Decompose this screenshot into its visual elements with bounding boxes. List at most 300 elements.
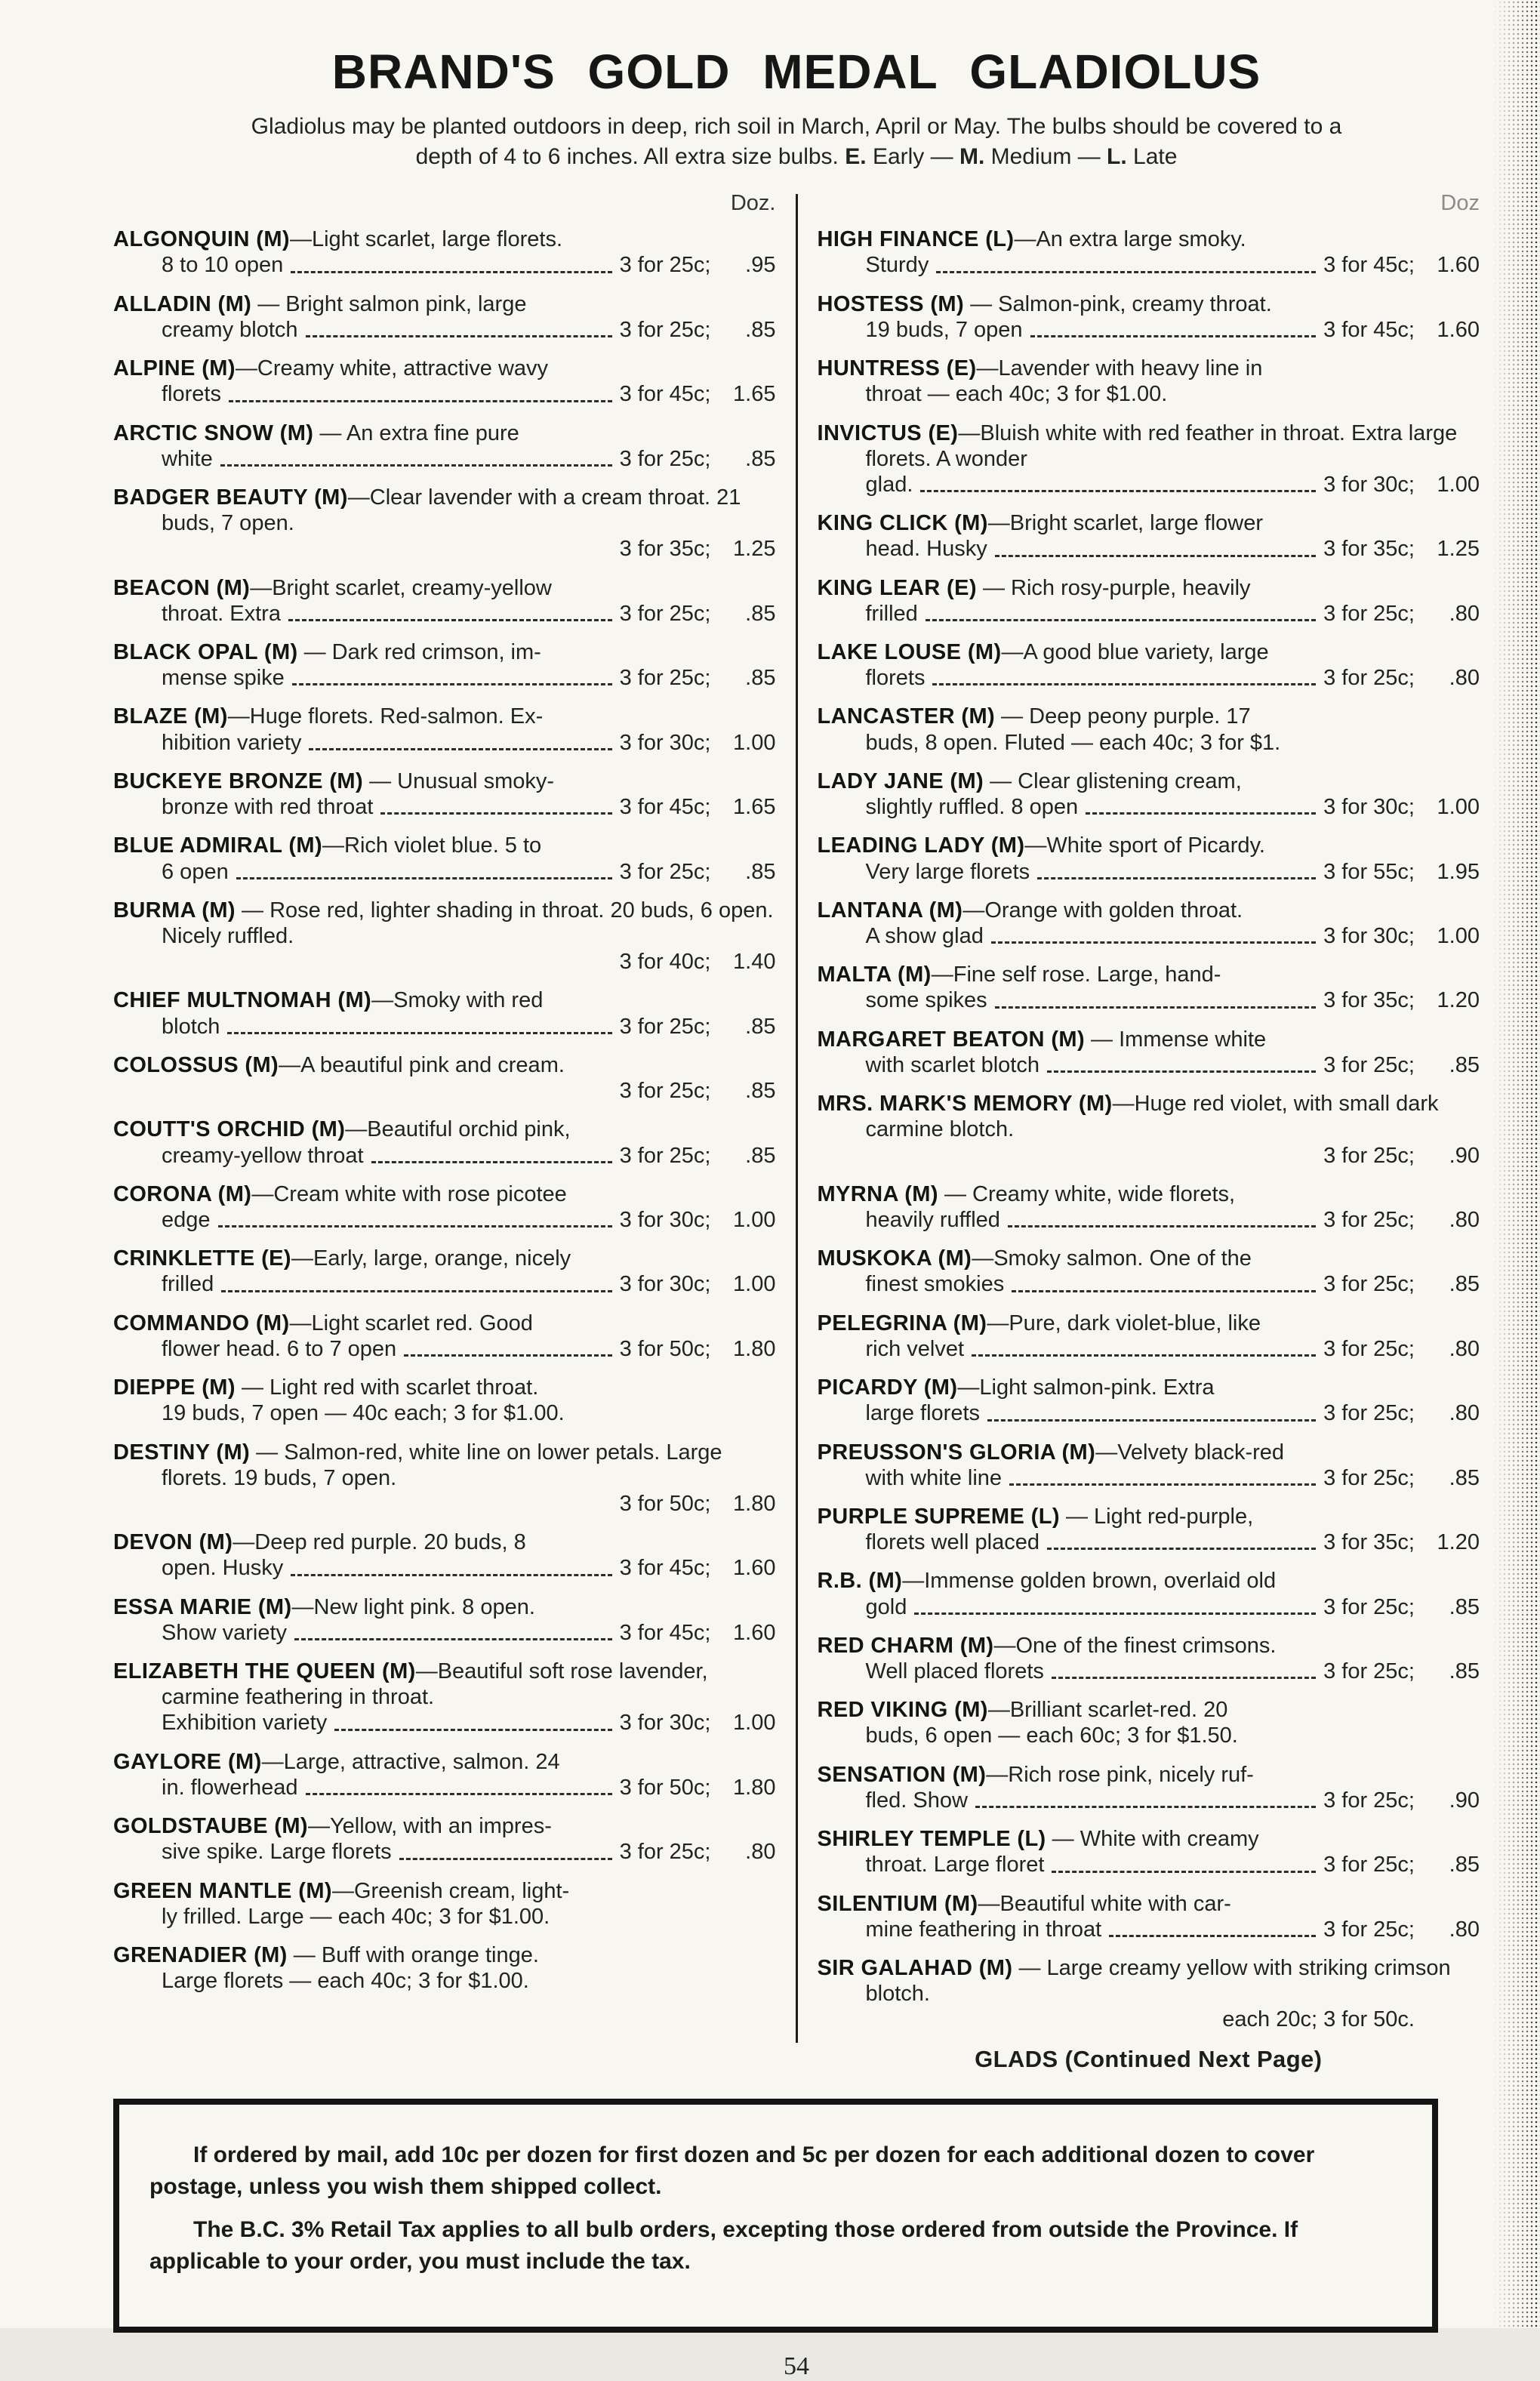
dozen-price: .85: [745, 1143, 776, 1168]
unit-price: 3 for 25c;: [1323, 1336, 1415, 1361]
price-line: [818, 1052, 1480, 1078]
catalog-entry: [113, 291, 776, 343]
catalog-entry: [818, 962, 1480, 1013]
entry-description: [818, 1826, 1480, 1852]
variety-desc: —Deep red purple. 20 buds, 8: [233, 1530, 526, 1555]
catalog-entry: [818, 1246, 1480, 1297]
catalog-entry: [818, 1091, 1480, 1169]
variety-desc: — Buff with orange tinge.: [287, 1943, 539, 1967]
entry-description: [818, 639, 1480, 665]
variety-name: INVICTUS (E): [817, 420, 959, 445]
variety-name: CORONA (M): [113, 1181, 252, 1206]
catalog-entry: [818, 1568, 1480, 1619]
dotted-leader: [972, 1336, 1316, 1362]
dozen-price: .90: [1449, 1788, 1480, 1813]
catalog-entry: [818, 1762, 1480, 1813]
dotted-leader: [371, 1143, 612, 1169]
dozen-price: 1.60: [733, 1556, 776, 1581]
entry-description: [818, 769, 1480, 794]
price-line: [113, 949, 776, 975]
catalog-entry: [818, 704, 1480, 755]
variety-desc: —Brilliant scarlet-red. 20: [987, 1698, 1228, 1723]
dotted-leader: [995, 987, 1316, 1013]
variety-name: BADGER BEAUTY (M): [113, 485, 348, 510]
price-line-text: florets: [865, 666, 926, 691]
entry-description: [113, 1052, 776, 1078]
price-line: [113, 1839, 776, 1865]
dozen-price: .85: [745, 666, 776, 691]
dozen-price: .85: [1449, 1659, 1480, 1684]
variety-name: PELEGRINA (M): [817, 1311, 987, 1335]
unit-price: 3 for 45c;: [1323, 253, 1415, 278]
unit-price: 3 for 25c;: [619, 859, 711, 884]
variety-desc: — Rose red, lighter shading in throat. 20 buds, 6 open. Nicely ruffled.: [162, 898, 774, 948]
entry-description: [818, 833, 1480, 858]
dozen-price: 1.60: [1437, 317, 1480, 342]
legend-abbr: M.: [959, 143, 985, 169]
price-line: [818, 381, 1480, 407]
dotted-leader: [1008, 1207, 1316, 1233]
variety-desc: —Beautiful orchid pink,: [345, 1117, 571, 1142]
catalog-entry: [818, 1891, 1480, 1942]
entry-description: [113, 704, 776, 729]
unit-price: 3 for 25c;: [1323, 1659, 1415, 1684]
variety-desc: —Large, attractive, salmon. 24: [261, 1749, 560, 1774]
unit-price: 3 for 25c;: [619, 446, 711, 471]
left-column: [113, 191, 776, 2072]
dotted-leader: [936, 252, 1316, 278]
dotted-leader: [1047, 1529, 1316, 1555]
price-line-text: in. flowerhead: [162, 1775, 298, 1800]
dozen-price: 1.80: [733, 1336, 776, 1361]
unit-price: 3 for 25c;: [619, 1143, 711, 1168]
price-line: [113, 730, 776, 756]
variety-desc: —Light salmon-pink. Extra: [957, 1375, 1215, 1400]
variety-name: BEACON (M): [113, 575, 251, 600]
catalog-entry: [818, 1633, 1480, 1684]
column-divider: [796, 194, 798, 2042]
dotted-leader: [221, 1271, 611, 1297]
variety-name: CRINKLETTE (E): [113, 1246, 291, 1271]
dozen-price: 1.20: [1437, 1530, 1480, 1555]
entry-description: [113, 769, 776, 794]
entry-description: [818, 356, 1480, 381]
dozen-price: 1.25: [733, 537, 776, 562]
catalog-entry: [818, 291, 1480, 343]
catalog-entry: [113, 639, 776, 691]
price-line: [113, 1968, 776, 1994]
entry-description: [818, 226, 1480, 252]
price-line: [818, 794, 1480, 820]
variety-name: PREUSSON'S GLORIA (M): [817, 1440, 1096, 1465]
unit-price: 3 for 35c;: [1323, 1530, 1415, 1555]
price-line-text: florets: [162, 382, 221, 407]
price-line-text: throat — each 40c; 3 for $1.00.: [865, 382, 1168, 407]
price-line-text: throat. Large floret: [865, 1853, 1045, 1877]
variety-desc: —Rich violet blue. 5 to: [322, 833, 542, 858]
dotted-leader: [291, 252, 611, 278]
price-line: [113, 1775, 776, 1800]
variety-desc: —Velvety black-red: [1095, 1440, 1285, 1465]
unit-price: 3 for 30c;: [619, 1711, 711, 1736]
continued-next-page-note: GLADS (Continued Next Page): [975, 2045, 1323, 2072]
price-line-text: buds, 8 open. Fluted — each 40c; 3 for $1.: [865, 730, 1281, 755]
price-line: [113, 1620, 776, 1646]
dozen-price: 1.60: [733, 1620, 776, 1645]
variety-name: HUNTRESS (E): [817, 356, 977, 381]
variety-desc: — Large creamy yellow with striking crimson blotch.: [865, 1956, 1451, 2007]
dozen-price: 1.00: [733, 730, 776, 755]
price-line-text: some spikes: [865, 988, 987, 1013]
price-line-text: edge: [162, 1207, 211, 1232]
dotted-leader: [995, 536, 1316, 562]
catalog-columns: [113, 191, 1480, 2072]
entry-description: [113, 1440, 776, 1491]
variety-desc: —Rich rose pink, nicely ruf-: [986, 1762, 1254, 1787]
catalog-entry: [113, 485, 776, 562]
price-line-text: Very large florets: [865, 859, 1030, 884]
variety-desc: —One of the finest crimsons.: [993, 1633, 1277, 1658]
variety-desc: —Light scarlet red. Good: [289, 1311, 533, 1335]
variety-desc: —Pure, dark violet-blue, like: [987, 1311, 1261, 1335]
legend-abbr: L.: [1107, 143, 1127, 169]
variety-desc: — White with creamy: [1046, 1827, 1259, 1852]
variety-name: ALGONQUIN (M): [113, 227, 290, 252]
price-line: [113, 381, 776, 407]
entry-description: [818, 898, 1480, 923]
price-line: [818, 472, 1480, 497]
entry-description: [113, 1181, 776, 1207]
dozen-price: .85: [1449, 1594, 1480, 1619]
price-line: [818, 1788, 1480, 1813]
price-line-text: throat. Extra: [162, 601, 281, 626]
price-line: [818, 1207, 1480, 1233]
price-line: [113, 1336, 776, 1362]
catalog-entry: [818, 420, 1480, 498]
unit-price: 3 for 30c;: [619, 730, 711, 755]
variety-name: MUSKOKA (M): [817, 1246, 972, 1271]
variety-name: KING LEAR (E): [817, 575, 977, 600]
catalog-entry: [818, 1311, 1480, 1362]
catalog-entry: [818, 1181, 1480, 1233]
variety-desc: —Orange with golden throat.: [962, 898, 1243, 923]
unit-price: 3 for 45c;: [619, 1556, 711, 1581]
entry-description: [818, 1181, 1480, 1207]
price-line-text: white: [162, 446, 213, 471]
catalog-entry: [113, 1181, 776, 1233]
variety-name: LEADING LADY (M): [817, 833, 1025, 858]
legend-abbr: E.: [845, 143, 867, 169]
dozen-price: 1.00: [1437, 795, 1480, 820]
catalog-entry: [113, 1878, 776, 1930]
dotted-leader: [291, 1555, 611, 1581]
price-line-text: gold: [865, 1594, 907, 1619]
catalog-entry: [113, 356, 776, 407]
entry-description: [818, 420, 1480, 472]
price-line: [818, 987, 1480, 1013]
variety-desc: — Light red with scarlet throat.: [235, 1375, 539, 1400]
season-legend: E. Early — M. Medium — L. Late: [845, 143, 1178, 169]
variety-desc: —Beautiful white with car-: [978, 1891, 1231, 1916]
variety-desc: —Immense golden brown, overlaid old: [902, 1569, 1277, 1594]
dotted-leader: [1052, 1659, 1316, 1684]
unit-price: 3 for 25c;: [1323, 1465, 1415, 1490]
price-line-text: large florets: [865, 1401, 981, 1426]
variety-desc: —Early, large, orange, nicely: [291, 1246, 571, 1271]
catalog-entry: [818, 833, 1480, 884]
dotted-leader: [309, 730, 611, 756]
catalog-entry: [113, 1246, 776, 1297]
catalog-entry: [818, 898, 1480, 949]
unit-price: 3 for 25c;: [1323, 601, 1415, 626]
dotted-leader: [1109, 1917, 1316, 1942]
dozen-price: 1.00: [733, 1272, 776, 1297]
catalog-entry: [113, 420, 776, 472]
catalog-entry: [113, 1942, 776, 1994]
price-line-text: with scarlet blotch: [865, 1052, 1040, 1077]
variety-name: HOSTESS (M): [817, 291, 965, 316]
entry-description: [113, 1246, 776, 1271]
entry-description: [818, 1955, 1480, 2007]
right-column: [818, 191, 1480, 2072]
unit-price: 3 for 25c;: [1323, 1853, 1415, 1877]
variety-name: CHIEF MULTNOMAH (M): [113, 988, 372, 1013]
catalog-entry: [113, 769, 776, 820]
dotted-leader: [380, 794, 611, 820]
variety-desc: — Creamy white, wide florets,: [938, 1181, 1236, 1206]
dotted-leader: [914, 1594, 1316, 1620]
unit-price: 3 for 25c;: [1323, 1143, 1415, 1168]
price-line: [113, 1014, 776, 1040]
entry-description: [113, 1878, 776, 1904]
variety-name: ALPINE (M): [113, 356, 236, 381]
entry-description: [818, 1027, 1480, 1052]
dozen-price: 1.60: [1437, 253, 1480, 278]
price-line: [818, 665, 1480, 691]
price-line-text: frilled: [162, 1272, 214, 1297]
catalog-entry: [113, 833, 776, 884]
variety-name: GAYLORE (M): [113, 1749, 262, 1774]
entry-description: [818, 1633, 1480, 1659]
notice-box: [113, 2099, 1438, 2333]
intro-text: [113, 112, 1480, 171]
dotted-leader: [399, 1839, 612, 1865]
dotted-leader: [220, 446, 612, 472]
catalog-entry: [113, 704, 776, 755]
price-line: [818, 1723, 1480, 1748]
variety-name: COLOSSUS (M): [113, 1052, 279, 1077]
catalog-entry: [113, 226, 776, 278]
catalog-entry: [113, 1375, 776, 1426]
price-line: [113, 1143, 776, 1169]
unit-price: 3 for 45c;: [1323, 317, 1415, 342]
dotted-leader: [975, 1788, 1316, 1813]
variety-name: ALLADIN (M): [113, 291, 252, 316]
dotted-leader: [218, 1207, 612, 1233]
variety-name: ARCTIC SNOW (M): [113, 420, 314, 445]
unit-price: 3 for 25c;: [619, 1840, 711, 1865]
page-title: BRAND'S GOLD MEDAL GLADIOLUS: [331, 45, 1261, 99]
unit-price: 3 for 35c;: [1323, 537, 1415, 562]
entry-description: [113, 1117, 776, 1142]
variety-desc: —White sport of Picardy.: [1024, 833, 1265, 858]
dotted-leader: [306, 317, 612, 343]
variety-desc: —Smoky with red: [371, 988, 544, 1013]
dozen-price: .80: [1449, 666, 1480, 691]
catalog-entry: [113, 1749, 776, 1800]
dozen-price: 1.65: [733, 795, 776, 820]
price-line: [113, 1078, 776, 1104]
catalog-entry: [818, 1826, 1480, 1877]
variety-desc: —Cream white with rose picotee: [251, 1181, 567, 1206]
entry-description: [113, 420, 776, 446]
variety-name: MARGARET BEATON (M): [817, 1027, 1085, 1052]
variety-desc: —Huge florets. Red-salmon. Ex-: [227, 704, 544, 729]
variety-desc: — Bright salmon pink, large: [251, 291, 527, 316]
unit-price: 3 for 30c;: [1323, 924, 1415, 948]
variety-desc: —Creamy white, attractive wavy: [235, 356, 549, 381]
dozen-price: .80: [1449, 601, 1480, 626]
variety-desc: — An extra fine pure: [313, 420, 519, 445]
price-line: [818, 859, 1480, 885]
variety-name: DESTINY (M): [113, 1440, 251, 1465]
unit-price: 3 for 25c;: [619, 317, 711, 342]
variety-desc: —Light scarlet, large florets.: [289, 227, 562, 252]
price-line-text: heavily ruffled: [865, 1207, 1000, 1232]
dotted-leader: [926, 601, 1316, 627]
variety-desc: —New light pink. 8 open.: [291, 1594, 535, 1619]
unit-price: 3 for 25c;: [1323, 1052, 1415, 1077]
catalog-entry: [818, 510, 1480, 562]
dotted-leader: [987, 1400, 1316, 1426]
variety-name: LAKE LOUSE (M): [817, 640, 1002, 665]
variety-name: KING CLICK (M): [817, 511, 988, 536]
price-line-text: A show glad: [865, 924, 984, 948]
dozen-price: .85: [745, 601, 776, 626]
dozen-price: 1.80: [733, 1775, 776, 1800]
variety-name: LANTANA (M): [817, 898, 963, 923]
variety-name: SIR GALAHAD (M): [817, 1956, 1013, 1980]
dotted-leader: [288, 601, 612, 627]
entry-description: [818, 291, 1480, 317]
price-line: [113, 252, 776, 278]
price-line: [113, 446, 776, 472]
unit-price: 3 for 25c;: [1323, 1401, 1415, 1426]
catalog-entry: [818, 1955, 1480, 2033]
entry-description: [818, 1440, 1480, 1465]
catalog-entry: [113, 1659, 776, 1736]
unit-price: 3 for 25c;: [619, 666, 711, 691]
entry-description: [818, 1504, 1480, 1529]
variety-name: MALTA (M): [817, 963, 932, 987]
price-line-text: Show variety: [162, 1620, 288, 1645]
price-line: [818, 2007, 1480, 2032]
unit-price: 3 for 25c;: [619, 1014, 711, 1039]
price-line: [113, 601, 776, 627]
catalog-entry: [818, 1375, 1480, 1426]
catalog-entry: [113, 898, 776, 975]
variety-name: LANCASTER (M): [817, 704, 996, 729]
price-line-text: flower head. 6 to 7 open: [162, 1336, 397, 1361]
variety-desc: —A good blue variety, large: [1001, 640, 1269, 665]
price-line: [113, 536, 776, 562]
price-line-text: mine feathering in throat: [865, 1917, 1102, 1942]
variety-name: MRS. MARK'S MEMORY (M): [817, 1092, 1113, 1117]
catalog-entry: [113, 1813, 776, 1865]
dotted-leader: [306, 1775, 612, 1800]
price-line: [113, 794, 776, 820]
dozen-price: 1.20: [1437, 988, 1480, 1013]
unit-price: 3 for 35c;: [619, 537, 711, 562]
price-line: [818, 1852, 1480, 1877]
unit-price: 3 for 25c;: [619, 1079, 711, 1104]
price-line: [113, 1904, 776, 1930]
variety-name: R.B. (M): [817, 1569, 903, 1594]
price-line: [113, 1400, 776, 1426]
price-line: [818, 536, 1480, 562]
variety-desc: —A beautiful pink and cream.: [279, 1052, 565, 1077]
price-line-text: Large florets — each 40c; 3 for $1.00.: [162, 1969, 529, 1994]
variety-name: DEVON (M): [113, 1530, 233, 1555]
variety-desc: — Salmon-pink, creamy throat.: [964, 291, 1272, 316]
unit-price: 3 for 30c;: [619, 1207, 711, 1232]
dotted-leader: [1047, 1052, 1316, 1078]
price-line: [818, 1659, 1480, 1684]
price-line-text: Well placed florets: [865, 1659, 1044, 1684]
entry-description: [818, 1762, 1480, 1788]
dozen-price: .85: [745, 446, 776, 471]
catalog-entry: [818, 356, 1480, 407]
price-line: [818, 1336, 1480, 1362]
variety-desc: — Light red-purple,: [1059, 1504, 1254, 1529]
entry-description: [818, 962, 1480, 987]
dotted-leader: [932, 665, 1316, 691]
price-line-text: ly frilled. Large — each 40c; 3 for $1.00.: [162, 1904, 550, 1929]
unit-price: 3 for 30c;: [1323, 795, 1415, 820]
price-line-text: bronze with red throat: [162, 795, 374, 820]
entry-description: [113, 833, 776, 858]
price-line: [113, 665, 776, 691]
price-line-text: 8 to 10 open: [162, 253, 284, 278]
variety-name: HIGH FINANCE (L): [817, 227, 1015, 252]
dozen-price: 1.65: [733, 382, 776, 407]
dotted-leader: [991, 923, 1316, 949]
catalog-entry: [113, 1440, 776, 1517]
price-line: [113, 1271, 776, 1297]
dozen-price: 1.00: [733, 1207, 776, 1232]
unit-price: 3 for 45c;: [619, 795, 711, 820]
variety-name: BLACK OPAL (M): [113, 640, 298, 665]
price-line: [818, 1465, 1480, 1491]
price-line: [818, 1271, 1480, 1297]
variety-name: BUCKEYE BRONZE (M): [113, 769, 364, 793]
dotted-leader: [292, 665, 612, 691]
intro-line-1: Gladiolus may be planted outdoors in deep, rich soil in March, April or May. The bulbs should be covered to a: [251, 114, 1342, 139]
catalog-entry: [818, 1440, 1480, 1491]
unit-price: 3 for 25c;: [1323, 1272, 1415, 1297]
price-line-text: Sturdy: [865, 253, 929, 278]
dotted-leader: [227, 1014, 611, 1040]
price-line: [113, 1555, 776, 1581]
variety-desc: — Immense white: [1085, 1027, 1267, 1052]
variety-desc: —Bright scarlet, large flower: [987, 511, 1264, 536]
price-line: [818, 317, 1480, 343]
entry-description: [113, 575, 776, 601]
catalog-entry: [113, 987, 776, 1039]
dozen-price: .85: [745, 1014, 776, 1039]
variety-name: MYRNA (M): [817, 1181, 938, 1206]
dotted-leader: [294, 1620, 612, 1646]
